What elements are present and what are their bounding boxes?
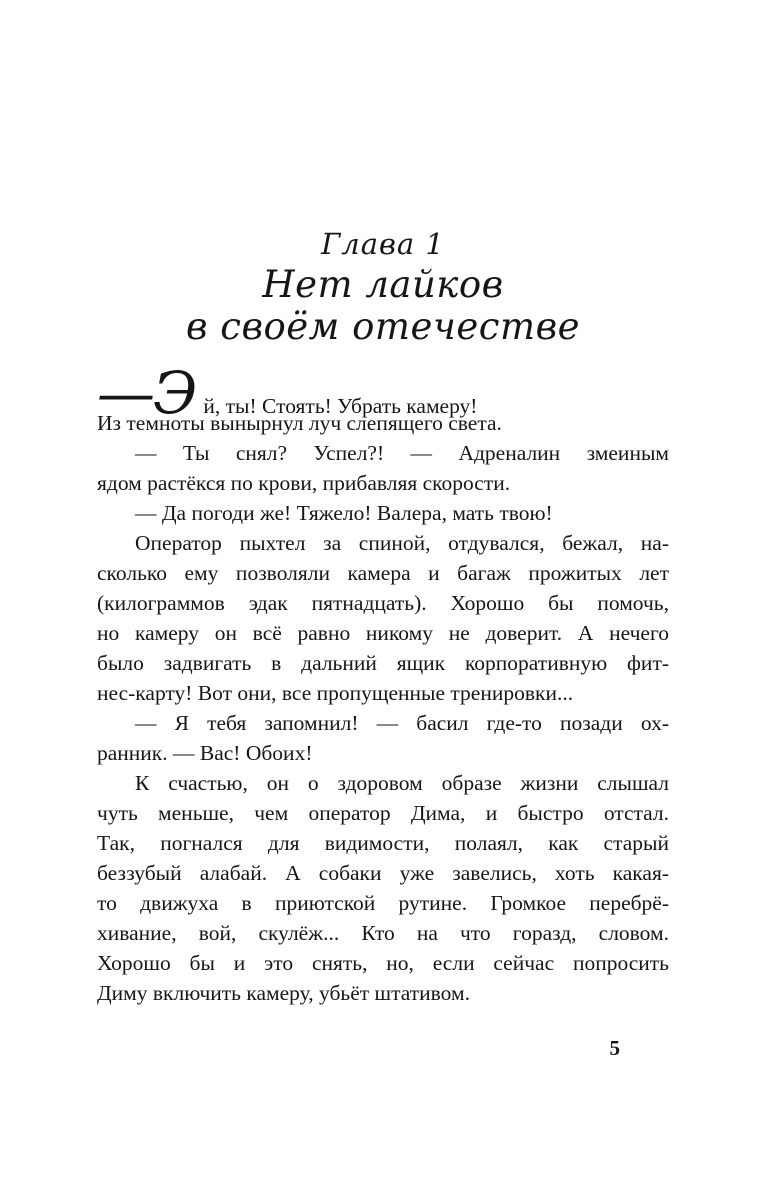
text-line: Диму включить камеру, убьёт штативом. bbox=[97, 981, 470, 1005]
text-line: — Я тебя запомнил! — басил где-то позади ох- bbox=[135, 711, 669, 735]
drop-cap: —Э bbox=[97, 359, 196, 427]
chapter-label: Глава 1 bbox=[321, 227, 445, 261]
text-block bbox=[97, 224, 669, 1008]
text-line: (килограммов эдак пятнадцать). Хорошо бы помочь, bbox=[97, 591, 669, 615]
text-line: было задвигать в дальний ящик корпоративную фит- bbox=[97, 651, 669, 675]
text-line: беззубый алабай. А собаки уже завелись, хоть какая- bbox=[97, 861, 669, 885]
text-line: Оператор пыхтел за спиной, отдувался, бежал, на- bbox=[135, 531, 669, 555]
text-line: Из темноты вынырнул луч слепящего света. bbox=[97, 411, 502, 435]
text-line: чуть меньше, чем оператор Дима, и быстро отстал. bbox=[97, 801, 669, 825]
text-line: ядом растёкся по крови, прибавляя скорости. bbox=[97, 471, 511, 495]
body-lines bbox=[97, 359, 669, 1008]
text-line: то движуха в приютской рутине. Громкое перебрё- bbox=[97, 891, 669, 915]
text-line: нес-карту! Вот они, все пропущенные тренировки... bbox=[97, 681, 574, 705]
chapter-heading bbox=[97, 224, 669, 348]
first-line-text: й, ты! Стоять! Убрать камеру! bbox=[203, 394, 478, 418]
text-line: но камеру он всё равно никому не доверит. А нечего bbox=[97, 621, 669, 645]
text-line: ранник. — Вас! Обоих! bbox=[97, 741, 313, 765]
text-line: — Да погоди же! Тяжело! Валера, мать твою! bbox=[135, 501, 553, 525]
text-line: сколько ему позволяли камера и багаж прожитых лет bbox=[97, 561, 669, 585]
text-line: Так, погнался для видимости, полаял, как старый bbox=[97, 831, 669, 855]
text-line: хивание, вой, скулёж... Кто на что горазд, словом. bbox=[97, 921, 669, 945]
chapter-title-line-1: Нет лайков bbox=[262, 263, 504, 306]
text-line: — Ты снял? Успел?! — Адреналин змеиным bbox=[135, 441, 669, 465]
text-line: Хорошо бы и это снять, но, если сейчас попросить bbox=[97, 951, 669, 975]
chapter-title-line-2: в своём отечестве bbox=[185, 305, 581, 348]
page-number: 5 bbox=[609, 1036, 620, 1060]
text-line: К счастью, он о здоровом образе жизни слышал bbox=[135, 771, 669, 795]
